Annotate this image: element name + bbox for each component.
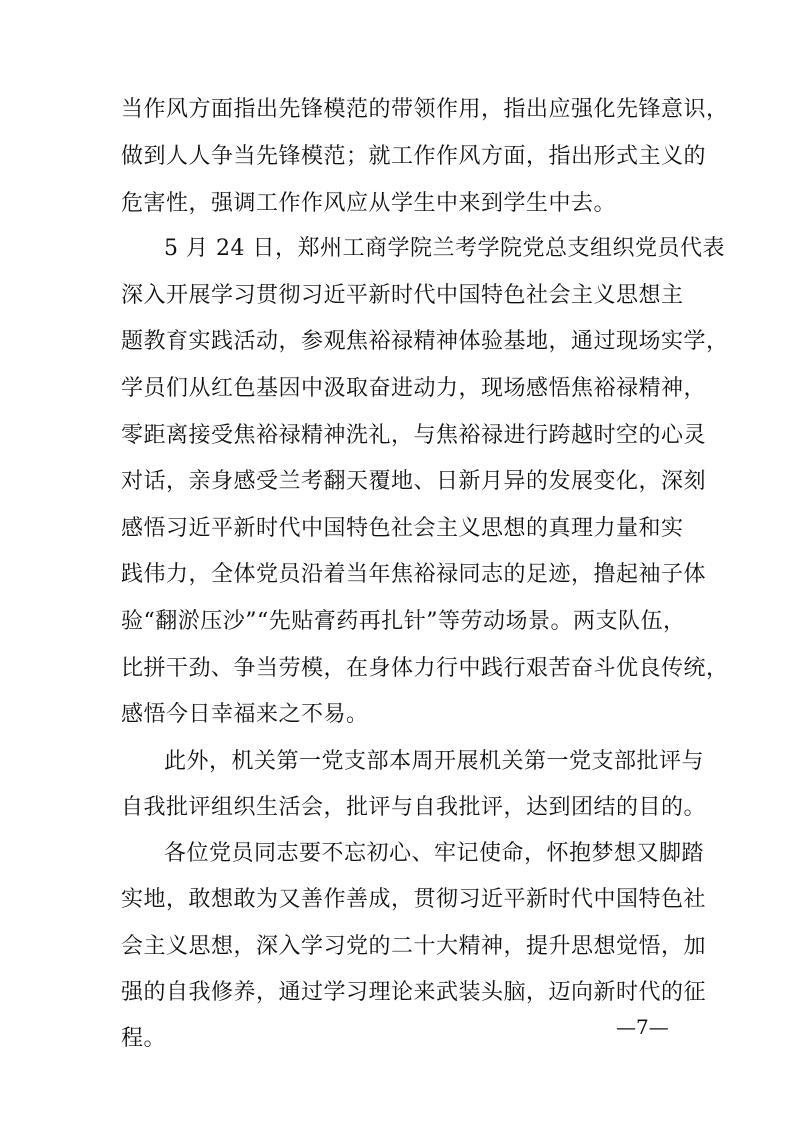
paragraph-line: 对话，亲身感受兰考翻天覆地、日新月异的发展变化，深刻	[121, 469, 707, 494]
paragraph-line: 程。	[121, 1026, 167, 1051]
paragraph-line: 感悟习近平新时代中国特色社会主义思想的真理力量和实	[121, 516, 684, 541]
paragraph-line: 各位党员同志要不忘初心、牢记使命，怀抱梦想又脚踏	[164, 841, 705, 866]
paragraph-line: 学员们从红色基因中汲取奋进动力，现场感悟焦裕禄精神，	[121, 376, 707, 401]
paragraph-line: 强的自我修养，通过学习理论来武装头脑，迈向新时代的征	[121, 980, 707, 1005]
paragraph-line: 会主义思想，深入学习党的二十大精神，提升思想觉悟，加	[121, 934, 707, 959]
paragraph-line: 零距离接受焦裕禄精神洗礼，与焦裕禄进行跨越时空的心灵	[121, 423, 707, 448]
paragraph-line: 题教育实践活动，参观焦裕禄精神体验基地，通过现场实学，	[121, 329, 729, 354]
paragraph-line: 验“翻淤压沙”“先贴膏药再扎针”等劳动场景。两支队伍，	[121, 609, 686, 634]
paragraph-line: 深入开展学习贯彻习近平新时代中国特色社会主义思想主	[121, 283, 684, 308]
paragraph-line: 比拼干劲、争当劳模，在身体力行中践行艰苦奋斗优良传统，	[121, 656, 729, 681]
paragraph-line: 5 月 24 日，郑州工商学院兰考学院党总支组织党员代表	[164, 236, 725, 261]
paragraph-line: 践伟力，全体党员沿着当年焦裕禄同志的足迹，撸起袖子体	[121, 562, 707, 587]
paragraph-line: 感悟今日幸福来之不易。	[121, 702, 369, 727]
paragraph-line: 做到人人争当先锋模范；就工作作风方面，指出形式主义的	[121, 144, 707, 169]
paragraph-line: 当作风方面指出先锋模范的带领作用，指出应强化先锋意识，	[121, 97, 729, 122]
paragraph-line: 危害性，强调工作作风应从学生中来到学生中去。	[121, 191, 617, 216]
page-number: —7—	[616, 1015, 669, 1039]
paragraph-line: 自我批评组织生活会，批评与自我批评，达到团结的目的。	[121, 795, 707, 820]
paragraph-line: 此外，机关第一党支部本周开展机关第一党支部批评与	[164, 749, 705, 774]
paragraph-line: 实地，敢想敢为又善作善成，贯彻习近平新时代中国特色社	[121, 887, 707, 912]
